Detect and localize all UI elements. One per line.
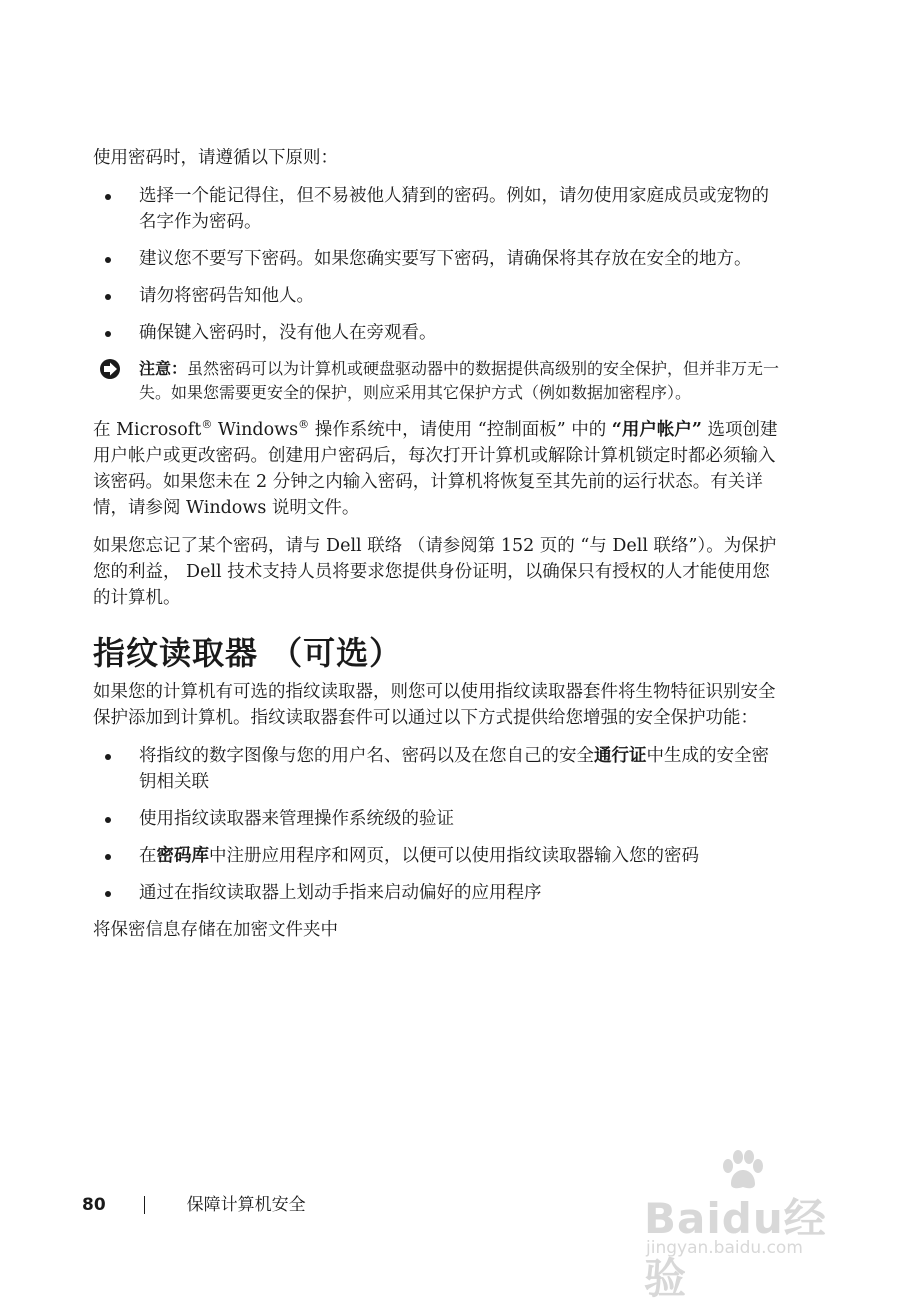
bullet-icon [105, 294, 111, 300]
list-item: 使用指纹读取器来管理操作系统级的验证 [93, 806, 783, 832]
page-number: 80 [82, 1195, 106, 1215]
list-item: 建议您不要写下密码。如果您确实要写下密码，请确保将其存放在安全的地方。 [93, 246, 783, 272]
forgot-password-paragraph: 如果您忘记了某个密码，请与 Dell 联络 （请参阅第 152 页的 “与 Dell 联络”）。为保护您的利益， Dell 技术支持人员将要求您提供身份证明，以确保只有授权的人才能使用您的计算机。 [93, 536, 777, 608]
paw-icon [718, 1150, 766, 1190]
bullet-icon [105, 754, 111, 760]
fingerprint-closing: 将保密信息存储在加密文件夹中 [93, 920, 338, 940]
bullet-icon [105, 194, 111, 200]
windows-accounts-paragraph: 在 Microsoft® Windows® 操作系统中，请使用 “控制面板” 中的 “用户帐户” 选项创建用户帐户或更改密码。创建用户密码后，每次打开计算机或解除计算机锁定时都必须输入该密码。如果您未在 2 分钟之内输入密码，计算机将恢复至其先前的运行状态。有关详情，请参阅 Windows 说明文件。 [93, 418, 778, 518]
list-item: 确保键入密码时，没有他人在旁观看。 [93, 320, 783, 346]
page-content [93, 145, 783, 943]
list-item: 在密码库中注册应用程序和网页，以便可以使用指纹读取器输入您的密码 [93, 843, 783, 869]
bullet-icon [105, 817, 111, 823]
list-item: 请勿将密码告知他人。 [93, 283, 783, 309]
bullet-icon [105, 257, 111, 263]
watermark-brand: Baidu经验 [644, 1194, 827, 1303]
fingerprint-reader-heading: 指纹读取器 （可选） [93, 634, 403, 672]
page-footer [82, 1190, 306, 1215]
notice-block [93, 357, 783, 405]
fingerprint-features-list [93, 743, 783, 906]
list-item: 通过在指纹读取器上划动手指来启动偏好的应用程序 [93, 880, 783, 906]
notice-arrow-icon [95, 358, 125, 380]
bullet-icon [105, 854, 111, 860]
notice-text: 虽然密码可以为计算机或硬盘驱动器中的数据提供高级别的安全保护，但并非万无一失。如果您需要更安全的保护，则应采用其它保护方式（例如数据加密程序）。 [139, 359, 780, 402]
list-item: 选择一个能记得住，但不易被他人猜到的密码。例如，请勿使用家庭成员或宠物的名字作为密码。 [93, 183, 783, 235]
password-rules-intro: 使用密码时，请遵循以下原则： [93, 148, 338, 168]
fingerprint-intro: 如果您的计算机有可选的指纹读取器，则您可以使用指纹读取器套件将生物特征识别安全保护添加到计算机。指纹读取器套件可以通过以下方式提供给您增强的安全保护功能： [93, 682, 776, 728]
footer-divider [144, 1196, 145, 1214]
bullet-icon [105, 331, 111, 337]
password-rules-list [93, 183, 783, 346]
notice-label: 注意： [139, 359, 188, 378]
user-accounts-term: “用户帐户” [611, 420, 702, 440]
list-item: 将指纹的数字图像与您的用户名、密码以及在您自己的安全通行证中生成的安全密钥相关联 [93, 743, 783, 795]
bullet-icon [105, 891, 111, 897]
footer-section-title: 保障计算机安全 [186, 1195, 306, 1215]
baidu-watermark [644, 1150, 854, 1303]
watermark-url: jingyan.baidu.com [646, 1238, 803, 1258]
